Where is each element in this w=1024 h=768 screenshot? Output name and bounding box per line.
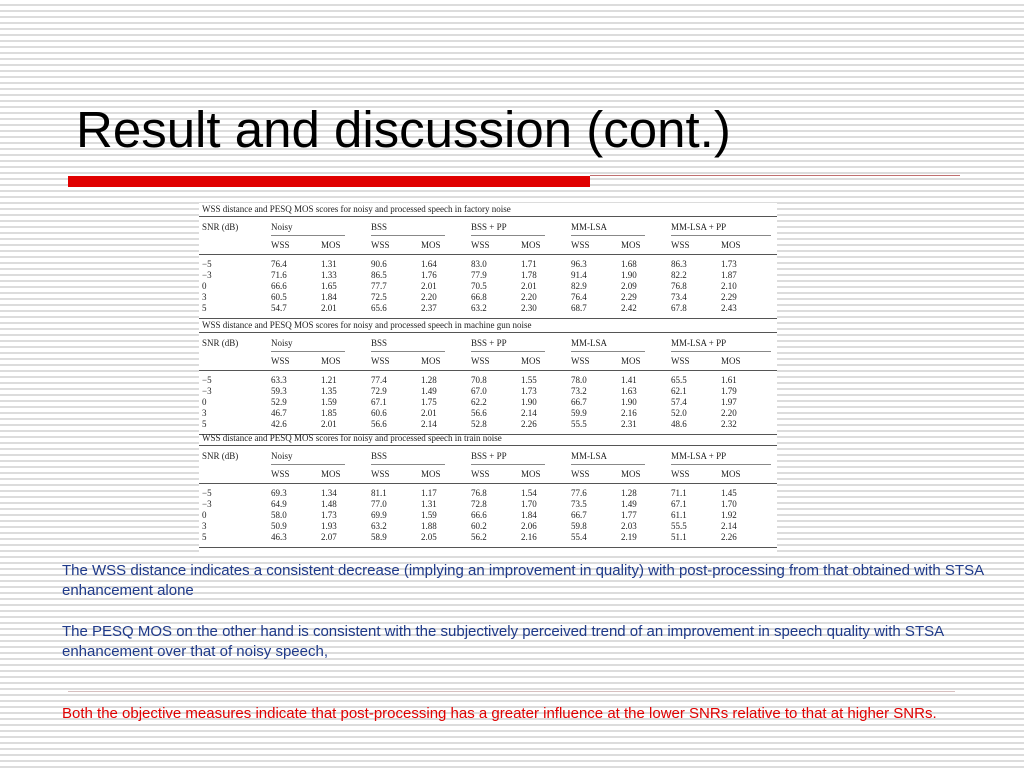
table-block bbox=[199, 432, 777, 548]
table-caption: WSS distance and PESQ MOS scores for noisy and processed speech in machine gun noise bbox=[202, 320, 532, 330]
title-underline-red bbox=[68, 176, 590, 187]
mos-value: 2.29 bbox=[721, 292, 737, 302]
sub-header: MOS bbox=[321, 356, 341, 366]
wss-value: 61.1 bbox=[671, 510, 687, 520]
wss-value: 52.8 bbox=[471, 419, 487, 429]
table-caption: WSS distance and PESQ MOS scores for noisy and processed speech in factory noise bbox=[202, 204, 511, 214]
wss-value: 67.0 bbox=[471, 386, 487, 396]
wss-value: 48.6 bbox=[671, 419, 687, 429]
sub-header: WSS bbox=[271, 469, 290, 479]
paragraph-conclusion: Both the objective measures indicate that post-processing has a greater influence at the lower SNRs relative to that at higher SNRs. bbox=[62, 705, 937, 722]
wss-value: 77.7 bbox=[371, 281, 387, 291]
mos-value: 1.31 bbox=[421, 499, 437, 509]
table-top-rule bbox=[199, 332, 777, 333]
mos-value: 2.14 bbox=[421, 419, 437, 429]
group-header: MM-LSA bbox=[571, 222, 608, 232]
group-underline bbox=[271, 464, 345, 465]
group-header: Noisy bbox=[271, 338, 293, 348]
wss-value: 66.6 bbox=[471, 510, 487, 520]
wss-value: 86.5 bbox=[371, 270, 387, 280]
mos-value: 1.64 bbox=[421, 259, 437, 269]
sub-header: MOS bbox=[721, 356, 741, 366]
mos-value: 2.03 bbox=[621, 521, 637, 531]
mos-value: 2.30 bbox=[521, 303, 537, 313]
group-header: BSS bbox=[371, 451, 388, 461]
group-header: BSS bbox=[371, 222, 388, 232]
group-underline bbox=[471, 235, 545, 236]
wss-value: 66.7 bbox=[571, 397, 587, 407]
header-bottom-rule bbox=[199, 370, 777, 371]
mos-value: 1.48 bbox=[321, 499, 337, 509]
mos-value: 1.84 bbox=[521, 510, 537, 520]
wss-value: 63.2 bbox=[371, 521, 387, 531]
mos-value: 2.14 bbox=[721, 521, 737, 531]
table-block bbox=[199, 319, 777, 435]
group-underline bbox=[271, 351, 345, 352]
sub-header: MOS bbox=[421, 469, 441, 479]
mos-value: 1.17 bbox=[421, 488, 437, 498]
mos-value: 2.05 bbox=[421, 532, 437, 542]
group-underline bbox=[571, 351, 645, 352]
wss-value: 73.4 bbox=[671, 292, 687, 302]
snr-header: SNR (dB) bbox=[202, 451, 239, 461]
mos-value: 2.07 bbox=[321, 532, 337, 542]
snr-value: 5 bbox=[202, 419, 207, 429]
mos-value: 1.90 bbox=[521, 397, 537, 407]
mos-value: 1.79 bbox=[721, 386, 737, 396]
wss-value: 50.9 bbox=[271, 521, 287, 531]
table-caption: WSS distance and PESQ MOS scores for noisy and processed speech in train noise bbox=[202, 433, 502, 443]
mos-value: 1.90 bbox=[621, 397, 637, 407]
mos-value: 1.49 bbox=[421, 386, 437, 396]
mos-value: 1.70 bbox=[521, 499, 537, 509]
mos-value: 2.43 bbox=[721, 303, 737, 313]
sub-header: MOS bbox=[521, 469, 541, 479]
mos-value: 2.01 bbox=[421, 281, 437, 291]
mos-value: 2.20 bbox=[721, 408, 737, 418]
wss-value: 82.2 bbox=[671, 270, 687, 280]
sub-header: MOS bbox=[721, 469, 741, 479]
snr-value: 0 bbox=[202, 510, 207, 520]
mos-value: 1.92 bbox=[721, 510, 737, 520]
mos-value: 1.93 bbox=[321, 521, 337, 531]
mos-value: 2.09 bbox=[621, 281, 637, 291]
wss-value: 91.4 bbox=[571, 270, 587, 280]
wss-value: 46.7 bbox=[271, 408, 287, 418]
wss-value: 57.4 bbox=[671, 397, 687, 407]
wss-value: 76.8 bbox=[671, 281, 687, 291]
mos-value: 1.28 bbox=[421, 375, 437, 385]
wss-value: 72.5 bbox=[371, 292, 387, 302]
wss-value: 76.8 bbox=[471, 488, 487, 498]
wss-value: 42.6 bbox=[271, 419, 287, 429]
sub-header: MOS bbox=[321, 240, 341, 250]
separator-rule bbox=[68, 691, 955, 692]
group-header: MM-LSA + PP bbox=[671, 451, 727, 461]
sub-header: WSS bbox=[471, 240, 490, 250]
mos-value: 1.77 bbox=[621, 510, 637, 520]
mos-value: 1.63 bbox=[621, 386, 637, 396]
mos-value: 1.34 bbox=[321, 488, 337, 498]
mos-value: 2.06 bbox=[521, 521, 537, 531]
sub-header: MOS bbox=[621, 356, 641, 366]
snr-value: −5 bbox=[202, 375, 212, 385]
wss-value: 76.4 bbox=[571, 292, 587, 302]
sub-header: WSS bbox=[371, 240, 390, 250]
mos-value: 1.97 bbox=[721, 397, 737, 407]
mos-value: 1.59 bbox=[321, 397, 337, 407]
wss-value: 59.8 bbox=[571, 521, 587, 531]
wss-value: 55.5 bbox=[571, 419, 587, 429]
wss-value: 64.9 bbox=[271, 499, 287, 509]
wss-value: 73.2 bbox=[571, 386, 587, 396]
snr-value: −5 bbox=[202, 259, 212, 269]
group-underline bbox=[371, 351, 445, 352]
wss-value: 67.1 bbox=[371, 397, 387, 407]
mos-value: 2.01 bbox=[521, 281, 537, 291]
mos-value: 2.26 bbox=[721, 532, 737, 542]
wss-value: 56.6 bbox=[471, 408, 487, 418]
mos-value: 1.65 bbox=[321, 281, 337, 291]
mos-value: 1.35 bbox=[321, 386, 337, 396]
wss-value: 73.5 bbox=[571, 499, 587, 509]
mos-value: 1.55 bbox=[521, 375, 537, 385]
mos-value: 1.87 bbox=[721, 270, 737, 280]
sub-header: MOS bbox=[421, 356, 441, 366]
wss-value: 59.3 bbox=[271, 386, 287, 396]
wss-value: 72.8 bbox=[471, 499, 487, 509]
group-header: MM-LSA bbox=[571, 338, 608, 348]
mos-value: 1.71 bbox=[521, 259, 537, 269]
wss-value: 65.6 bbox=[371, 303, 387, 313]
mos-value: 1.33 bbox=[321, 270, 337, 280]
mos-value: 1.31 bbox=[321, 259, 337, 269]
mos-value: 2.16 bbox=[521, 532, 537, 542]
sub-header: MOS bbox=[621, 469, 641, 479]
wss-value: 66.6 bbox=[271, 281, 287, 291]
wss-value: 66.8 bbox=[471, 292, 487, 302]
snr-header: SNR (dB) bbox=[202, 338, 239, 348]
mos-value: 1.70 bbox=[721, 499, 737, 509]
sub-header: WSS bbox=[471, 356, 490, 366]
wss-value: 62.2 bbox=[471, 397, 487, 407]
wss-value: 77.0 bbox=[371, 499, 387, 509]
mos-value: 1.61 bbox=[721, 375, 737, 385]
wss-value: 72.9 bbox=[371, 386, 387, 396]
wss-value: 67.8 bbox=[671, 303, 687, 313]
group-underline bbox=[571, 464, 645, 465]
wss-value: 69.3 bbox=[271, 488, 287, 498]
wss-value: 83.0 bbox=[471, 259, 487, 269]
mos-value: 1.73 bbox=[321, 510, 337, 520]
mos-value: 1.21 bbox=[321, 375, 337, 385]
wss-value: 78.0 bbox=[571, 375, 587, 385]
wss-value: 76.4 bbox=[271, 259, 287, 269]
mos-value: 1.90 bbox=[621, 270, 637, 280]
group-underline bbox=[371, 235, 445, 236]
group-underline bbox=[471, 464, 545, 465]
wss-value: 54.7 bbox=[271, 303, 287, 313]
mos-value: 1.84 bbox=[321, 292, 337, 302]
sub-header: MOS bbox=[521, 240, 541, 250]
wss-value: 46.3 bbox=[271, 532, 287, 542]
paragraph-pesq: The PESQ MOS on the other hand is consistent with the subjectively perceived trend of an improvement in speech quality with STSA enhancement over that of noisy speech, bbox=[62, 623, 944, 660]
snr-value: −3 bbox=[202, 270, 212, 280]
group-header: BSS bbox=[371, 338, 388, 348]
snr-value: 3 bbox=[202, 408, 207, 418]
sub-header: MOS bbox=[721, 240, 741, 250]
group-header: BSS + PP bbox=[471, 222, 507, 232]
wss-value: 55.4 bbox=[571, 532, 587, 542]
wss-value: 70.8 bbox=[471, 375, 487, 385]
wss-value: 82.9 bbox=[571, 281, 587, 291]
wss-value: 96.3 bbox=[571, 259, 587, 269]
wss-value: 67.1 bbox=[671, 499, 687, 509]
wss-value: 63.2 bbox=[471, 303, 487, 313]
snr-value: 0 bbox=[202, 281, 207, 291]
table-top-rule bbox=[199, 216, 777, 217]
sub-header: WSS bbox=[471, 469, 490, 479]
group-underline bbox=[471, 351, 545, 352]
mos-value: 1.78 bbox=[521, 270, 537, 280]
header-bottom-rule bbox=[199, 254, 777, 255]
wss-value: 66.7 bbox=[571, 510, 587, 520]
mos-value: 2.42 bbox=[621, 303, 637, 313]
sub-header: MOS bbox=[521, 356, 541, 366]
group-underline bbox=[671, 235, 771, 236]
mos-value: 2.31 bbox=[621, 419, 637, 429]
snr-value: 5 bbox=[202, 532, 207, 542]
mos-value: 1.73 bbox=[521, 386, 537, 396]
mos-value: 1.75 bbox=[421, 397, 437, 407]
snr-value: 3 bbox=[202, 292, 207, 302]
mos-value: 1.45 bbox=[721, 488, 737, 498]
mos-value: 2.16 bbox=[621, 408, 637, 418]
mos-value: 2.10 bbox=[721, 281, 737, 291]
mos-value: 2.19 bbox=[621, 532, 637, 542]
wss-value: 69.9 bbox=[371, 510, 387, 520]
wss-value: 52.0 bbox=[671, 408, 687, 418]
snr-value: 5 bbox=[202, 303, 207, 313]
slide-title: Result and discussion (cont.) bbox=[76, 101, 731, 158]
snr-value: −5 bbox=[202, 488, 212, 498]
mos-value: 2.20 bbox=[521, 292, 537, 302]
wss-value: 63.3 bbox=[271, 375, 287, 385]
sub-header: WSS bbox=[271, 240, 290, 250]
mos-value: 1.59 bbox=[421, 510, 437, 520]
wss-value: 71.1 bbox=[671, 488, 687, 498]
group-underline bbox=[671, 464, 771, 465]
group-header: Noisy bbox=[271, 451, 293, 461]
mos-value: 1.88 bbox=[421, 521, 437, 531]
wss-value: 81.1 bbox=[371, 488, 387, 498]
sub-header: WSS bbox=[671, 469, 690, 479]
table-bottom-rule bbox=[199, 547, 777, 548]
mos-value: 2.26 bbox=[521, 419, 537, 429]
sub-header: WSS bbox=[571, 240, 590, 250]
header-bottom-rule bbox=[199, 483, 777, 484]
wss-value: 51.1 bbox=[671, 532, 687, 542]
group-underline bbox=[271, 235, 345, 236]
sub-header: WSS bbox=[571, 469, 590, 479]
table-block bbox=[199, 203, 777, 319]
results-table-image bbox=[199, 203, 777, 552]
wss-value: 55.5 bbox=[671, 521, 687, 531]
sub-header: WSS bbox=[671, 240, 690, 250]
mos-value: 1.54 bbox=[521, 488, 537, 498]
mos-value: 1.85 bbox=[321, 408, 337, 418]
wss-value: 60.6 bbox=[371, 408, 387, 418]
group-header: MM-LSA + PP bbox=[671, 222, 727, 232]
group-header: MM-LSA + PP bbox=[671, 338, 727, 348]
mos-value: 2.29 bbox=[621, 292, 637, 302]
sub-header: MOS bbox=[321, 469, 341, 479]
table-top-rule bbox=[199, 445, 777, 446]
wss-value: 70.5 bbox=[471, 281, 487, 291]
snr-header: SNR (dB) bbox=[202, 222, 239, 232]
paragraph-wss: The WSS distance indicates a consistent decrease (implying an improvement in quality) with post-processing from that obtained with STSA enhancement alone bbox=[62, 562, 984, 599]
mos-value: 1.68 bbox=[621, 259, 637, 269]
sub-header: WSS bbox=[271, 356, 290, 366]
wss-value: 90.6 bbox=[371, 259, 387, 269]
wss-value: 77.6 bbox=[571, 488, 587, 498]
wss-value: 60.2 bbox=[471, 521, 487, 531]
wss-value: 68.7 bbox=[571, 303, 587, 313]
mos-value: 2.32 bbox=[721, 419, 737, 429]
wss-value: 86.3 bbox=[671, 259, 687, 269]
mos-value: 1.41 bbox=[621, 375, 637, 385]
group-underline bbox=[571, 235, 645, 236]
mos-value: 2.14 bbox=[521, 408, 537, 418]
sub-header: WSS bbox=[571, 356, 590, 366]
wss-value: 77.4 bbox=[371, 375, 387, 385]
mos-value: 2.01 bbox=[421, 408, 437, 418]
mos-value: 1.76 bbox=[421, 270, 437, 280]
wss-value: 71.6 bbox=[271, 270, 287, 280]
sub-header: WSS bbox=[371, 469, 390, 479]
group-underline bbox=[671, 351, 771, 352]
wss-value: 56.2 bbox=[471, 532, 487, 542]
snr-value: −3 bbox=[202, 499, 212, 509]
wss-value: 77.9 bbox=[471, 270, 487, 280]
wss-value: 59.9 bbox=[571, 408, 587, 418]
mos-value: 2.20 bbox=[421, 292, 437, 302]
mos-value: 2.01 bbox=[321, 303, 337, 313]
wss-value: 58.9 bbox=[371, 532, 387, 542]
group-underline bbox=[371, 464, 445, 465]
mos-value: 1.28 bbox=[621, 488, 637, 498]
sub-header: WSS bbox=[371, 356, 390, 366]
group-header: MM-LSA bbox=[571, 451, 608, 461]
sub-header: MOS bbox=[621, 240, 641, 250]
wss-value: 60.5 bbox=[271, 292, 287, 302]
sub-header: MOS bbox=[421, 240, 441, 250]
wss-value: 56.6 bbox=[371, 419, 387, 429]
snr-value: 3 bbox=[202, 521, 207, 531]
sub-header: WSS bbox=[671, 356, 690, 366]
snr-value: 0 bbox=[202, 397, 207, 407]
wss-value: 58.0 bbox=[271, 510, 287, 520]
snr-value: −3 bbox=[202, 386, 212, 396]
wss-value: 65.5 bbox=[671, 375, 687, 385]
mos-value: 2.01 bbox=[321, 419, 337, 429]
wss-value: 62.1 bbox=[671, 386, 687, 396]
group-header: BSS + PP bbox=[471, 451, 507, 461]
title-underline-thin bbox=[590, 175, 960, 176]
group-header: BSS + PP bbox=[471, 338, 507, 348]
mos-value: 1.73 bbox=[721, 259, 737, 269]
mos-value: 2.37 bbox=[421, 303, 437, 313]
mos-value: 1.49 bbox=[621, 499, 637, 509]
group-header: Noisy bbox=[271, 222, 293, 232]
wss-value: 52.9 bbox=[271, 397, 287, 407]
